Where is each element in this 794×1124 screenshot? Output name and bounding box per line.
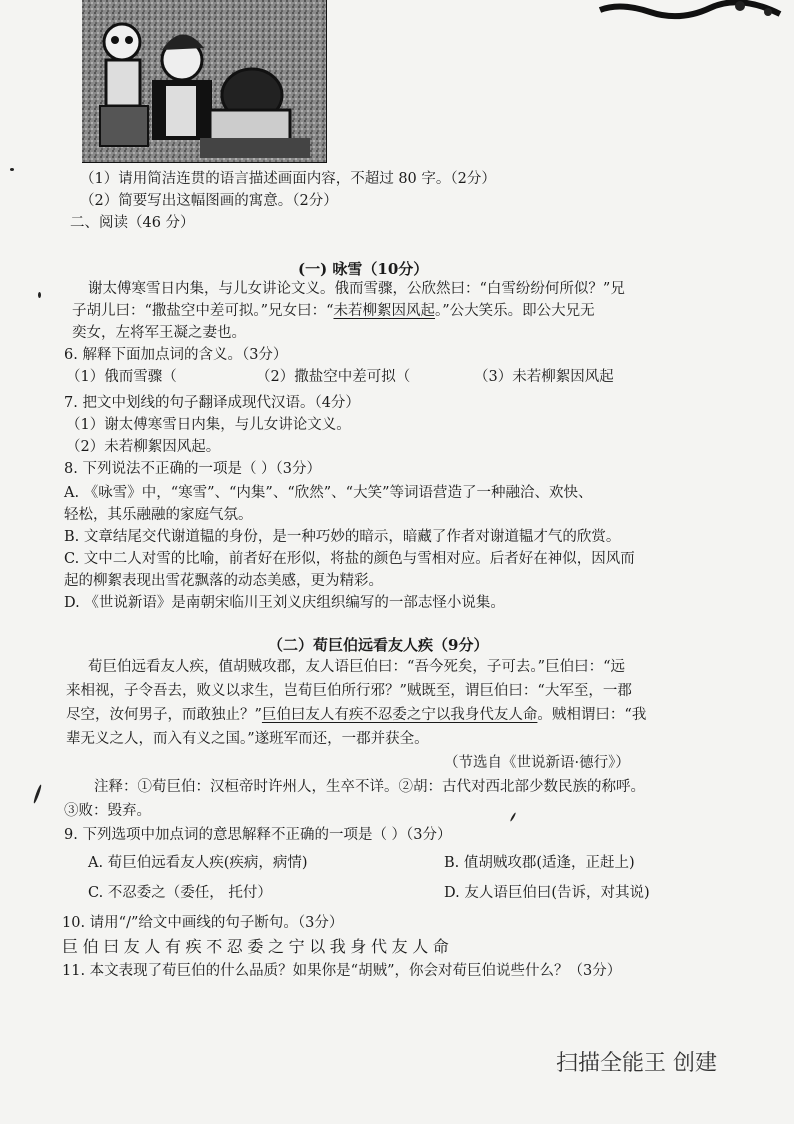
question-11: 11. 本文表现了荀巨伯的什么品质？如果你是“胡贼”，你会对荀巨伯说些什么？（3分） — [62, 963, 622, 979]
question-9: 9. 下列选项中加点词的意思解释不正确的一项是（ ）（3分） — [64, 827, 452, 843]
question-10: 10. 请用“/”给文中画线的句子断句。（3分） — [62, 915, 344, 931]
scan-speck — [510, 812, 517, 822]
q8-option-b: B. 文章结尾交代谢道韫的身份，是一种巧妙的暗示，暗藏了作者对谢道韫才气的欣赏。 — [64, 529, 621, 545]
q8-option-c-cont: 起的柳絮表现出雪花飘落的动态美感，更为精彩。 — [64, 573, 383, 589]
q7-item-1: （1）谢太傅寒雪日内集，与儿女讲论文义。 — [66, 417, 351, 433]
question-7: 7. 把文中划线的句子翻译成现代汉语。（4分） — [64, 395, 360, 411]
part1-passage-line2 — [72, 300, 595, 322]
q7-item-2: （2）未若柳絮因风起。 — [66, 439, 221, 455]
passage-source: （节选自《世说新语·德行》） — [444, 755, 630, 771]
q8-option-a: A. 《咏雪》中，“寒雪”、“内集”、“欣然”、“大笑”等词语营造了一种融洽、欢快、 — [64, 485, 593, 501]
scan-artifact — [590, 0, 790, 22]
part2-passage-seg1: 尽空，汝何男子，而敢独止？” — [66, 707, 262, 723]
q9-option-c: C. 不忍委之（委任， 托付） — [88, 885, 272, 901]
image-question-1: （1）请用简洁连贯的语言描述画面内容，不超过 80 字。（2分） — [80, 171, 496, 187]
scanner-watermark: 扫描全能王 创建 — [556, 1051, 717, 1076]
part2-passage-line3 — [66, 704, 646, 726]
scan-smudge — [590, 0, 790, 22]
q10-sentence: 巨伯曰友人有疾不忍委之宁以我身代友人命 — [62, 937, 454, 956]
scan-speck — [33, 784, 43, 804]
q6-item-3: （3）未若柳絮因风起 — [474, 369, 614, 385]
part1-passage-line3: 奕女，左将军王凝之妻也。 — [72, 325, 246, 341]
part2-title: （二）荀巨伯远看友人疾（9分） — [268, 636, 489, 654]
q8-option-d: D. 《世说新语》是南朝宋临川王刘义庆组织编写的一部志怪小说集。 — [64, 595, 505, 611]
q9-option-d: D. 友人语巨伯曰(告诉，对其说) — [444, 885, 650, 901]
q8-option-a-cont: 轻松，其乐融融的家庭气氛。 — [64, 507, 253, 523]
question-8: 8. 下列说法不正确的一项是（ ）（3分） — [64, 461, 322, 477]
scan-speck — [38, 292, 41, 298]
notes-line1: 注释：①荀巨伯：汉桓帝时许州人，生卒不详。②胡：古代对西北部少数民族的称呼。 — [94, 779, 645, 795]
section-title-reading: 二、阅读（46 分） — [70, 215, 195, 231]
part1-passage-seg3: 。”公大笑乐。即公大兄无 — [435, 303, 595, 319]
q6-item-1: （1）俄而雪骤（ — [66, 369, 177, 385]
part1-title: (一) 咏雪（10分） — [298, 260, 429, 278]
part1-passage-line1: 谢太傅寒雪日内集，与儿女讲论文义。俄而雪骤，公欣然曰：“白雪纷纷何所似？”兄 — [88, 281, 625, 297]
q6-item-2: （2）撒盐空中差可拟（ — [256, 369, 411, 385]
q9-option-a: A. 荀巨伯远看友人疾(疾病，病情) — [88, 855, 308, 871]
underlined-sentence-2: 巨伯曰友人有疾不忍委之宁以我身代友人命 — [261, 707, 538, 723]
part2-passage-line2: 来相视，子令吾去，败义以求生，岂荀巨伯所行邪？”贼既至，谓巨伯曰：“大军至，一郡 — [66, 683, 632, 699]
underlined-sentence: 未若柳絮因风起 — [333, 303, 435, 319]
question-6: 6. 解释下面加点词的含义。（3分） — [64, 347, 288, 363]
scan-speck — [10, 168, 14, 171]
q8-option-c: C. 文中二人对雪的比喻，前者好在形似，将盐的颜色与雪相对应。后者好在神似，因风而 — [64, 551, 635, 567]
part1-passage-seg1: 子胡儿曰：“撒盐空中差可拟。”兄女曰：“ — [72, 303, 334, 319]
part2-passage-seg3: 。贼相谓曰：“我 — [537, 707, 647, 723]
cartoon-illustration — [82, 0, 327, 163]
notes-line2: ③败：毁弃。 — [64, 803, 151, 819]
image-question-2: （2）简要写出这幅图画的寓意。（2分） — [80, 193, 338, 209]
cartoon-drawing — [82, 0, 326, 162]
part2-passage-line4: 辈无义之人，而入有义之国。”遂班军而还，一郡并获全。 — [66, 731, 429, 747]
q9-option-b: B. 值胡贼攻郡(适逢，正赶上) — [444, 855, 635, 871]
part2-passage-line1: 荀巨伯远看友人疾，值胡贼攻郡，友人语巨伯曰：“吾今死矣，子可去。”巨伯曰：“远 — [88, 659, 625, 675]
